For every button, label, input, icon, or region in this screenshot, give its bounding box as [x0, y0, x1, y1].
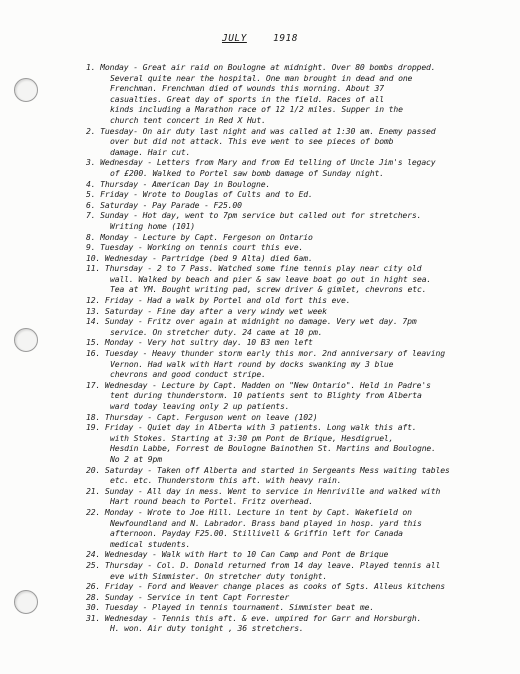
entry-first-line: 11. Thursday - 2 to 7 Pass. Watched some fine tennis play near city old: [86, 263, 422, 274]
entry-first-line: 31. Wednesday - Tennis this aft. & eve. umpired for Garr and Horsburgh.: [86, 612, 422, 623]
diary-entry: [86, 486, 516, 507]
diary-entry: [86, 602, 516, 613]
entry-first-line: 30. Tuesday - Played in tennis tournament. Simmister beat me.: [86, 602, 375, 613]
diary-entry: [86, 253, 516, 264]
entry-first-line: 18. Thursday - Capt. Ferguson went on leave (102): [86, 411, 318, 422]
entry-continuation-line: casualties. Great day of sports in the field. Races of all: [110, 93, 384, 104]
entry-first-line: 28. Sunday - Service in tent Capt Forrester: [86, 591, 290, 602]
entry-first-line: 15. Monday - Very hot sultry day. 10 B3 men left: [86, 337, 313, 348]
entry-first-line: 25. Thursday - Col. D. Donald returned from 14 day leave. Played tennis all: [86, 559, 441, 570]
entry-continuation-line: Vernon. Had walk with Hart round by docks swanking my 3 blue: [110, 358, 394, 369]
diary-entry: [86, 179, 516, 190]
entry-first-line: 24. Wednesday - Walk with Hart to 10 Can Camp and Pont de Brique: [86, 549, 389, 560]
diary-entry: [86, 242, 516, 253]
entry-continuation-line: chevrons and good conduct stripe.: [110, 369, 266, 380]
diary-entry: [86, 316, 516, 337]
diary-entry: [86, 62, 516, 126]
entry-first-line: 1. Monday - Great air raid on Boulogne at midnight. Over 80 bombs dropped.: [86, 62, 436, 72]
entry-first-line: 3. Wednesday - Letters from Mary and from Ed telling of Uncle Jim's legacy: [86, 157, 436, 168]
header-year: 1918: [273, 33, 298, 44]
diary-entry: [86, 157, 516, 178]
entry-first-line: 5. Friday - Wrote to Douglas of Cults and to Ed.: [86, 189, 313, 200]
entry-continuation-line: with Stokes. Starting at 3:30 pm Pont de Brique, Hesdigruel,: [110, 432, 394, 443]
diary-entry: [86, 380, 516, 412]
entry-continuation-line: Tea at YM. Bought writing pad, screw driver & gimlet, chevrons etc.: [110, 284, 427, 295]
diary-entry: [86, 422, 516, 464]
entry-continuation-line: Hart round beach to Portel. Fritz overhead.: [110, 496, 314, 507]
diary-entries: [86, 62, 516, 634]
diary-entry: [86, 210, 516, 231]
entry-continuation-line: Writing home (101): [110, 220, 196, 231]
punch-hole: [14, 590, 38, 614]
entry-continuation-line: Newfoundland and N. Labrador. Brass band played in hosp. yard this: [110, 517, 422, 528]
entry-first-line: 8. Monday - Lecture by Capt. Fergeson on Ontario: [86, 231, 313, 242]
diary-entry: [86, 581, 516, 592]
entry-continuation-line: tent during thunderstorm. 10 patients sent to Blighty from Alberta: [110, 390, 422, 401]
entry-continuation-line: church tent concert in Red X Hut.: [110, 114, 266, 125]
entry-continuation-line: etc. etc. Thunderstorm this aft. with heavy rain.: [110, 475, 342, 486]
entry-first-line: 9. Tuesday - Working on tennis court this eve.: [86, 242, 304, 253]
diary-entry: [86, 126, 516, 158]
entry-first-line: 12. Friday - Had a walk by Portel and old fort this eve.: [86, 295, 351, 306]
punch-hole: [14, 328, 38, 352]
diary-entry: [86, 412, 516, 423]
entry-continuation-line: damage. Hair cut.: [110, 146, 191, 157]
diary-entry: [86, 232, 516, 243]
diary-entry: [86, 592, 516, 603]
entry-continuation-line: kinds including a Marathon race of 12 1/2 miles. Supper in the: [110, 104, 403, 115]
punch-hole: [14, 78, 38, 102]
entry-continuation-line: wall. Walked by beach and pier & saw leave boat go out in hight sea.: [110, 273, 432, 284]
diary-entry: [86, 306, 516, 317]
entry-continuation-line: H. won. Air duty tonight , 36 stretchers.: [110, 623, 304, 634]
entry-continuation-line: afternoon. Payday F25.00. Stillivell & Griffin left for Canada: [110, 528, 403, 539]
diary-entry: [86, 560, 516, 581]
entry-continuation-line: eve with Simmister. On stretcher duty tonight.: [110, 570, 328, 581]
diary-entry: [86, 337, 516, 348]
diary-entry: [86, 613, 516, 634]
entry-first-line: 19. Friday - Quiet day in Alberta with 3 patients. Long walk this aft.: [86, 422, 417, 433]
entry-continuation-line: service. On stretcher duty. 24 came at 10 pm.: [110, 326, 323, 337]
diary-entry: [86, 465, 516, 486]
diary-entry: [86, 295, 516, 306]
entry-first-line: 16. Tuesday - Heavy thunder storm early this mor. 2nd anniversary of leaving: [86, 348, 445, 359]
diary-entry: [86, 507, 516, 549]
diary-entry: [86, 189, 516, 200]
entry-first-line: 21. Sunday - All day in mess. Went to service in Henriville and walked with: [86, 485, 441, 496]
entry-continuation-line: No 2 at 9pm: [110, 453, 162, 464]
entry-first-line: 7. Sunday - Hot day, went to 7pm service but called out for stretchers.: [86, 210, 422, 221]
entry-continuation-line: ward today leaving only 2 up patients.: [110, 401, 290, 411]
entry-first-line: 6. Saturday - Pay Parade - F25.00: [86, 199, 242, 210]
entry-continuation-line: of £200. Walked to Portel saw bomb damage of Sunday night.: [110, 167, 384, 178]
page-header: [0, 33, 520, 44]
entry-first-line: 17. Wednesday - Lecture by Capt. Madden on "New Ontario". Held in Padre's: [86, 379, 431, 390]
entry-continuation-line: medical students.: [110, 538, 191, 549]
diary-entry: [86, 263, 516, 295]
header-month: JULY: [221, 33, 247, 44]
diary-entry: [86, 200, 516, 211]
entry-continuation-line: Hesdin Labbe, Forrest de Boulogne Bainothen St. Martins and Boulogne.: [110, 443, 436, 454]
entry-continuation-line: Several quite near the hospital. One man brought in dead and one: [110, 72, 413, 83]
entry-continuation-line: Frenchman. Frenchman died of wounds this morning. About 37: [110, 83, 384, 94]
entry-first-line: 13. Saturday - Fine day after a very windy wet week: [86, 305, 327, 316]
entry-first-line: 22. Monday - Wrote to Joe Hill. Lecture in tent by Capt. Wakefield on: [86, 506, 412, 517]
entry-first-line: 10. Wednesday - Partridge (bed 9 Alta) died 6am.: [86, 252, 313, 263]
entry-continuation-line: over but did not attack. This eve went to see pieces of bomb: [110, 136, 394, 147]
diary-entry: [86, 348, 516, 380]
entry-first-line: 4. Thursday - American Day in Boulogne.: [86, 178, 271, 189]
entry-first-line: 14. Sunday - Fritz over again at midnight no damage. Very wet day. 7pm: [86, 316, 417, 327]
diary-entry: [86, 549, 516, 560]
entry-first-line: 26. Friday - Ford and Weaver change places as cooks of Sgts. Alleus kitchens: [86, 581, 445, 592]
entry-first-line: 20. Saturday - Taken off Alberta and started in Sergeants Mess waiting tables: [86, 464, 450, 475]
entry-first-line: 2. Tuesday- On air duty last night and was called at 1:30 am. Enemy passed: [86, 125, 436, 136]
